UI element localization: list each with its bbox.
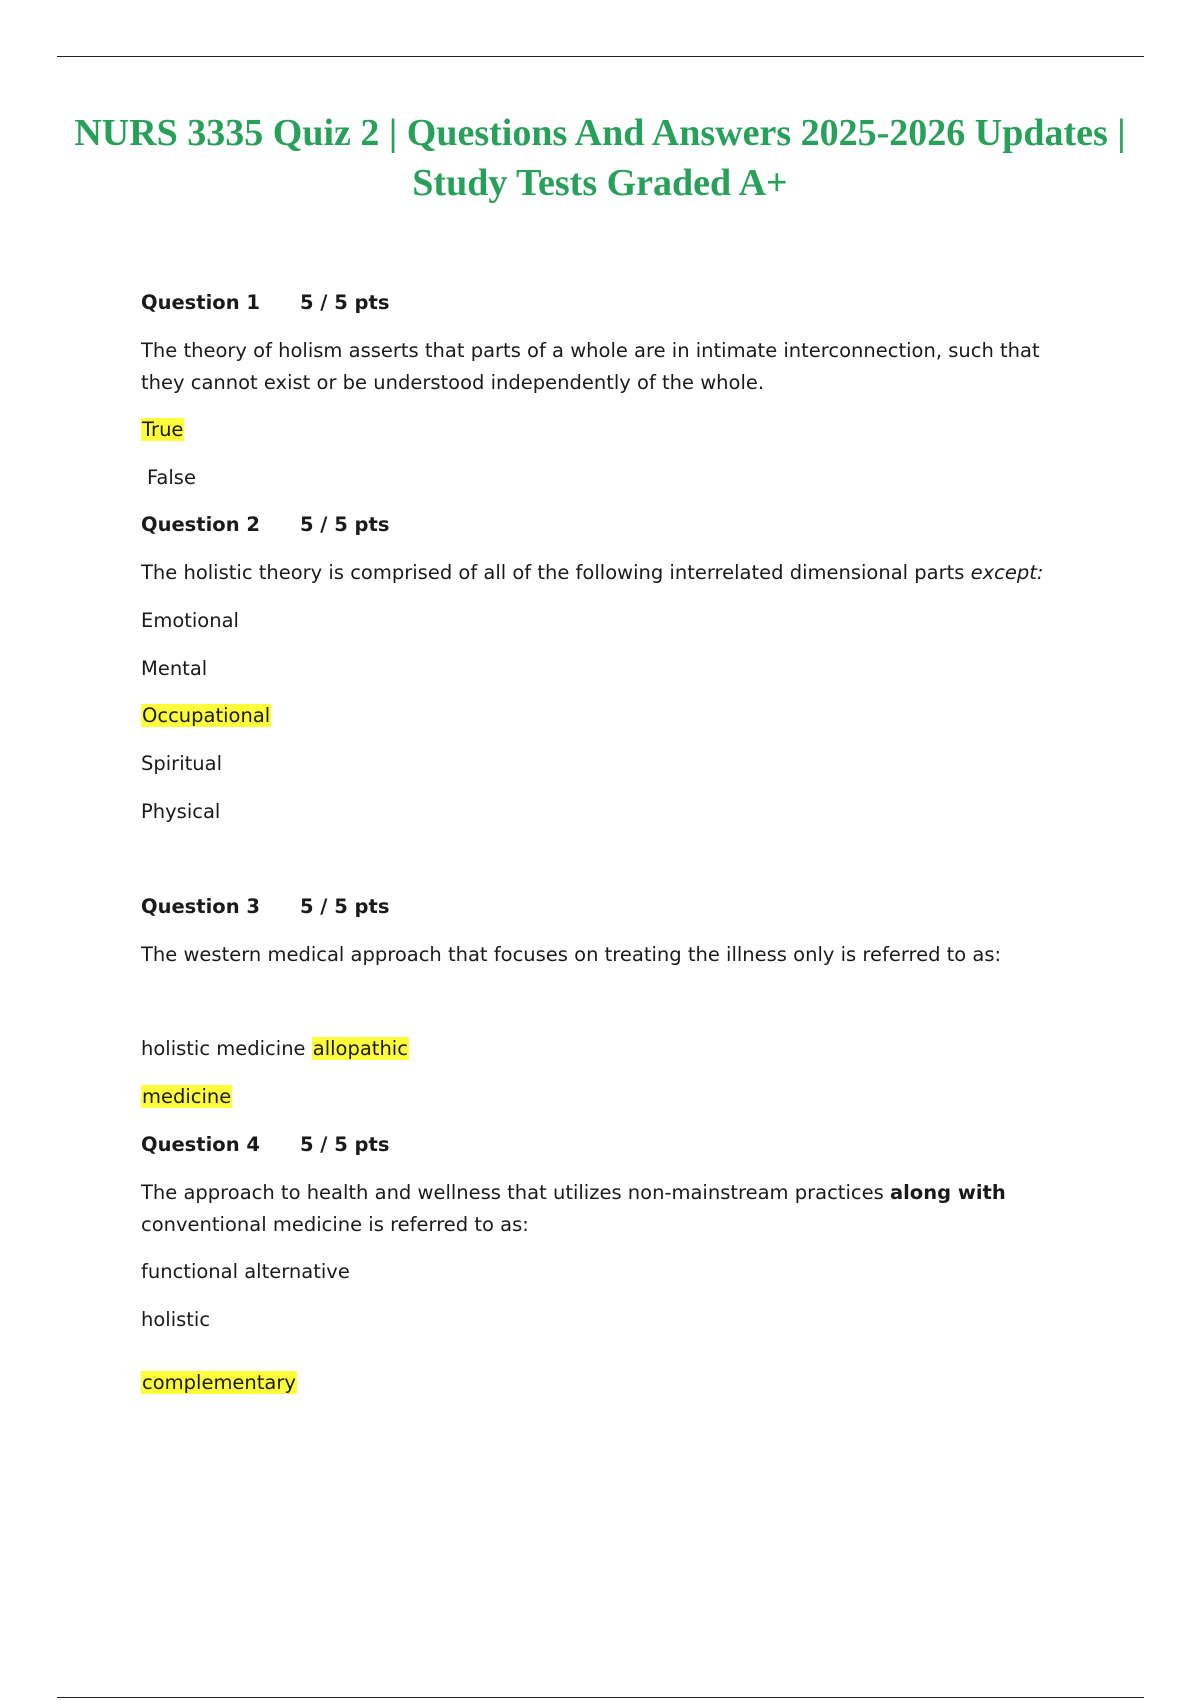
answer-highlight: Occupational: [142, 704, 271, 727]
question-4-text-main: The approach to health and wellness that utilizes non-mainstream practices: [141, 1181, 890, 1204]
question-1-header: [141, 290, 389, 316]
question-2-option-occupational: [141, 703, 271, 729]
question-2-option-spiritual: Spiritual: [141, 752, 222, 775]
top-rule: [57, 56, 1144, 57]
answer-highlight: allopathic: [312, 1037, 408, 1060]
question-4-text-line-2: conventional medicine is referred to as:: [141, 1213, 529, 1236]
question-3-options-line-1: [141, 1036, 409, 1062]
question-label: Question 4: [141, 1133, 260, 1156]
question-1-text-line-1: The theory of holism asserts that parts of a whole are in intimate interconnection, such that: [141, 339, 1040, 362]
question-points: 5 / 5 pts: [299, 291, 390, 314]
answer-highlight: medicine: [142, 1085, 232, 1108]
question-2-option-emotional: Emotional: [141, 609, 239, 632]
question-2-text-emphasis: except:: [970, 561, 1044, 584]
answer-highlight: complementary: [142, 1371, 296, 1394]
question-1-option-true: [141, 417, 184, 443]
question-2-text-main: The holistic theory is comprised of all of the following interrelated dimensional parts: [141, 561, 971, 584]
question-4-option-complementary: [141, 1370, 297, 1396]
question-2-header: [141, 512, 389, 538]
question-points: 5 / 5 pts: [299, 895, 390, 918]
question-2-option-physical: Physical: [141, 800, 221, 823]
question-2-option-mental: Mental: [141, 657, 208, 680]
question-3-text: The western medical approach that focuses on treating the illness only is referred to as:: [141, 943, 1002, 966]
question-label: Question 2: [141, 513, 260, 536]
question-3-header: [141, 894, 389, 920]
answer-highlight: True: [142, 418, 184, 441]
question-4-header: [141, 1132, 389, 1158]
title-line-1: NURS 3335 Quiz 2 | Questions And Answers 2025-2026 Updates |: [74, 112, 1126, 154]
question-2-text: [141, 560, 1043, 586]
question-points: 5 / 5 pts: [299, 513, 390, 536]
question-4-option-functional-alternative: functional alternative: [141, 1260, 350, 1283]
document-title: [40, 108, 1160, 208]
question-label: Question 1: [141, 291, 260, 314]
question-label: Question 3: [141, 895, 260, 918]
bottom-rule: [57, 1697, 1144, 1698]
question-1-option-false: False: [147, 466, 196, 489]
title-line-2: Study Tests Graded A+: [412, 162, 788, 204]
question-1-text-line-2: they cannot exist or be understood independently of the whole.: [141, 371, 765, 394]
question-3-option-holistic: holistic medicine: [141, 1037, 312, 1060]
question-3-options-line-2: [141, 1084, 232, 1110]
question-4-text-line-1: [141, 1180, 1006, 1206]
question-points: 5 / 5 pts: [299, 1133, 390, 1156]
question-4-option-holistic: holistic: [141, 1308, 211, 1331]
question-4-text-bold: along with: [889, 1181, 1006, 1204]
